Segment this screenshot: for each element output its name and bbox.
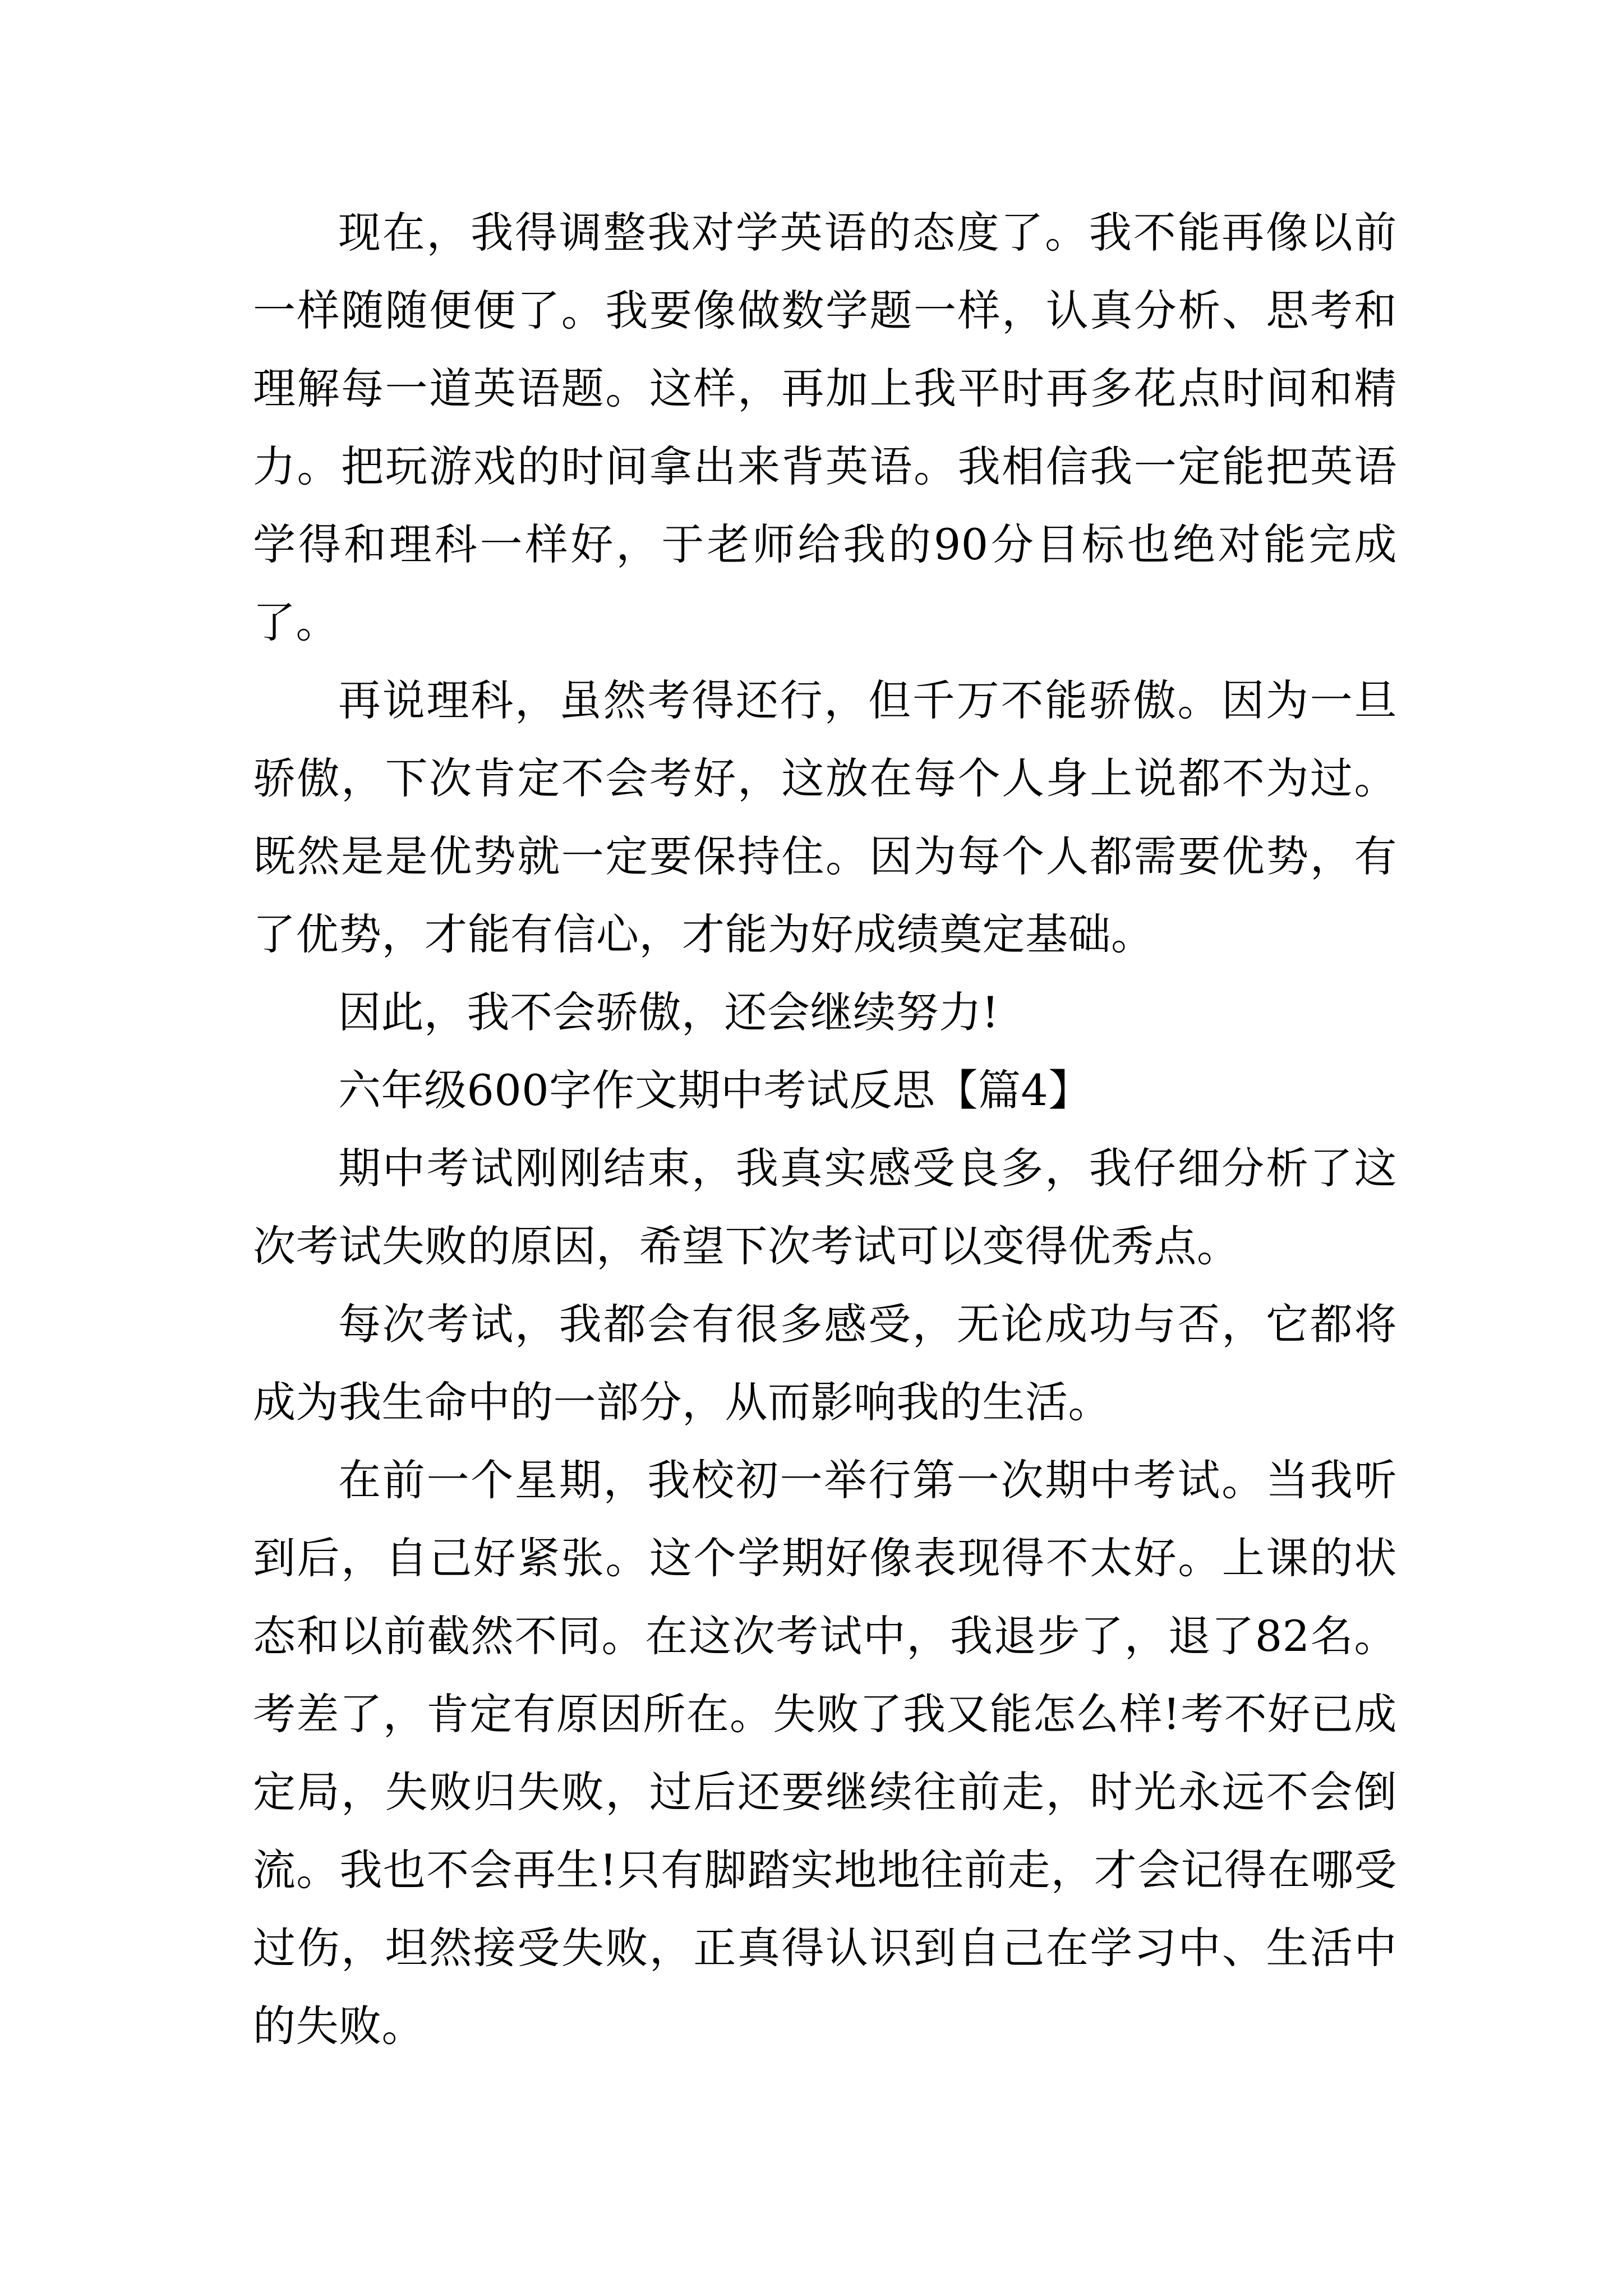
paragraph-last-week: 在前一个星期，我校初一举行第一次期中考试。当我听到后，自己好紧张。这个学期好像表现得不太好。上课的状态和以前截然不同。在这次考试中，我退步了，退了82名。考差了，肯定有原因所在。失败了我又能怎么样!考不好已成定局，失败归失败，过后还要继续往前走，时光永远不会倒流。我也不会再生!只有脚踏实地地往前走，才会记得在哪受过伤，坦然接受失败，正真得认识到自己在学习中、生活中的失败。	[253, 1455, 1397, 2051]
paragraph-keep-working: 因此，我不会骄傲，还会继续努力!	[338, 987, 999, 1037]
paragraph-every-exam: 每次考试，我都会有很多感受，无论成功与否，它都将成为我生命中的一部分，从而影响我的生活。	[253, 1299, 1397, 1427]
document-body	[253, 194, 1397, 2065]
paragraph-english-attitude: 现在，我得调整我对学英语的态度了。我不能再像以前一样随随便便了。我要像做数学题一样，认真分析、思考和理解每一道英语题。这样，再加上我平时再多花点时间和精力。把玩游戏的时间拿出来背英语。我相信我一定能把英语学得和理科一样好，于老师给我的90分目标也绝对能完成了。	[253, 208, 1397, 647]
paragraph-science-pride: 再说理科，虽然考得还行，但千万不能骄傲。因为一旦骄傲，下次肯定不会考好，这放在每个人身上说都不为过。既然是是优势就一定要保持住。因为每个人都需要优势，有了优势，才能有信心，才能为好成绩奠定基础。	[253, 675, 1397, 959]
section-heading-essay-4: 六年级600字作文期中考试反思【篇4】	[338, 1065, 1091, 1115]
paragraph-exam-ended: 期中考试刚刚结束，我真实感受良多，我仔细分析了这次考试失败的原因，希望下次考试可以变得优秀点。	[253, 1143, 1397, 1271]
